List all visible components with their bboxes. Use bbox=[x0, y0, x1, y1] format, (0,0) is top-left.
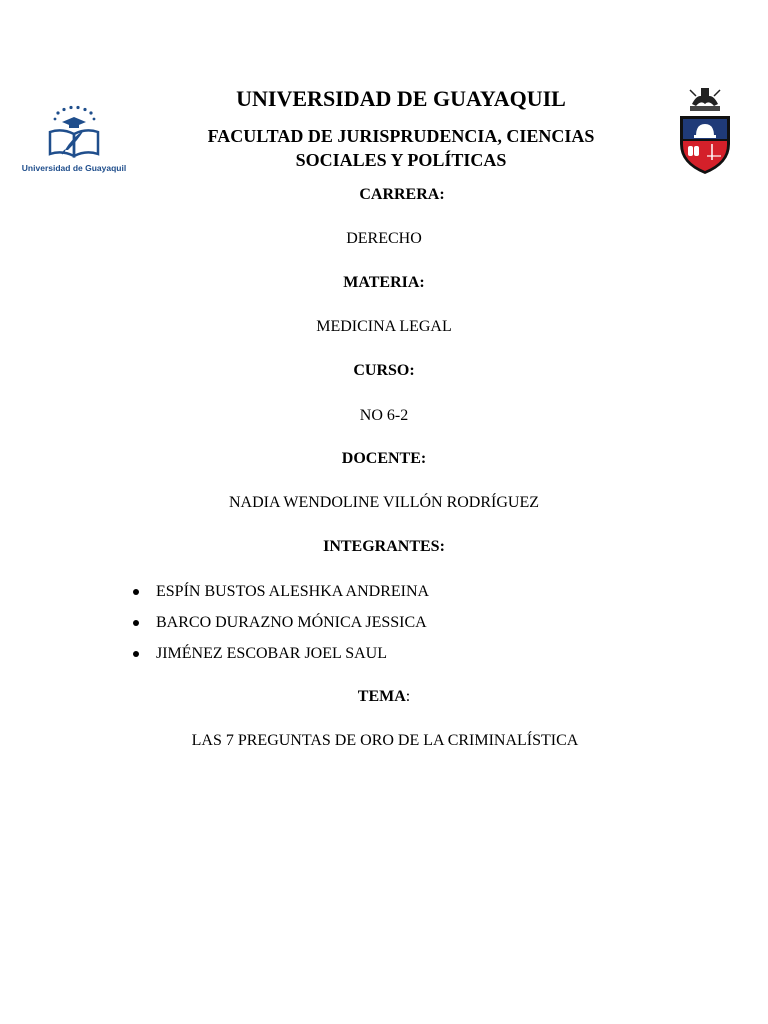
topic-colon: : bbox=[405, 688, 411, 705]
member-name: ESPÍN BUSTOS ALESHKA ANDREINA bbox=[156, 583, 430, 600]
faculty-title bbox=[17, 124, 768, 172]
topic-heading bbox=[0, 688, 768, 706]
members-label: INTEGRANTES: bbox=[323, 538, 445, 555]
bullet-icon bbox=[133, 589, 139, 595]
faculty-line-2: SOCIALES Y POLÍTICAS bbox=[295, 150, 507, 170]
member-name: BARCO DURAZNO MÓNICA JESSICA bbox=[156, 614, 427, 631]
bullet-icon bbox=[133, 651, 139, 657]
teacher-value: NADIA WENDOLINE VILLÓN RODRÍGUEZ bbox=[228, 494, 540, 511]
member-name: JIMÉNEZ ESCOBAR JOEL SAUL bbox=[156, 645, 387, 662]
career-label: CARRERA: bbox=[359, 186, 445, 203]
bullet-icon bbox=[133, 620, 139, 626]
topic-value: LAS 7 PREGUNTAS DE ORO DE LA CRIMINALÍSTICA bbox=[191, 732, 579, 749]
career-value: DERECHO bbox=[346, 230, 422, 247]
topic-label: TEMA bbox=[357, 688, 406, 705]
subject-value: MEDICINA LEGAL bbox=[316, 318, 452, 335]
list-item bbox=[132, 580, 429, 611]
list-item bbox=[132, 642, 429, 673]
subject-label: MATERIA: bbox=[343, 274, 425, 291]
teacher-label: DOCENTE: bbox=[341, 450, 427, 467]
course-label: CURSO: bbox=[353, 362, 415, 379]
logo-caption: Universidad de Guayaquil bbox=[21, 163, 127, 173]
course-value: NO 6-2 bbox=[359, 407, 409, 424]
members-list bbox=[132, 580, 429, 673]
list-item bbox=[132, 611, 429, 642]
faculty-line-1: FACULTAD DE JURISPRUDENCIA, CIENCIAS bbox=[207, 126, 595, 146]
university-title: UNIVERSIDAD DE GUAYAQUIL bbox=[236, 86, 566, 111]
